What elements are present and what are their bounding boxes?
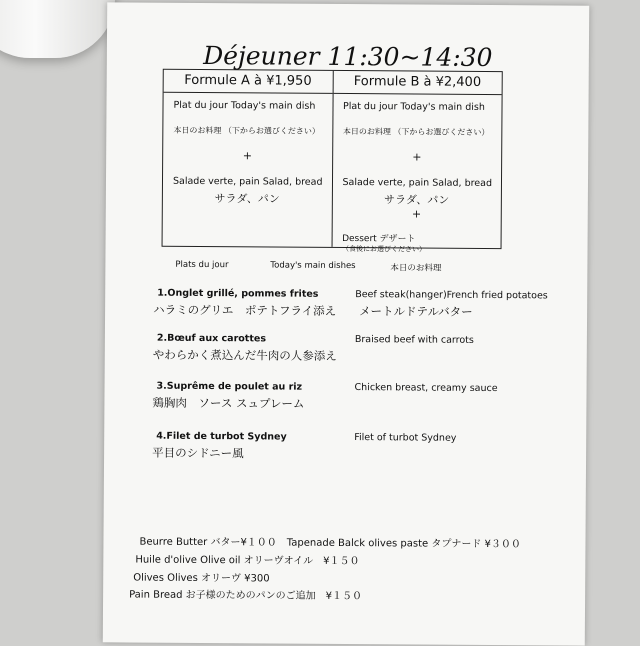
dishes-header-fr: Plats du jour — [175, 259, 229, 271]
formule-a-header: Formule A à ¥1,950 — [164, 70, 333, 94]
formule-b-salade-ja: サラダ、パン — [383, 193, 450, 207]
formule-b-plus-dessert: + — [411, 207, 422, 221]
dish-4-fr: 4.Filet de turbot Sydney — [156, 430, 287, 443]
formule-b-plat-ja: 本日のお料理 （下からお選びください） — [342, 126, 490, 137]
dish-2-en: Braised beef with carrots — [354, 334, 474, 346]
dish-2-fr: 2.Bœuf aux carottes — [156, 332, 267, 345]
formule-b-salade: Salade verte, pain Salad, bread — [342, 176, 493, 190]
dish-1-en: Beef steak(hanger)French fried potatoes — [355, 289, 548, 302]
dish-3-ja: 鶏胸肉 ソース スュプレーム — [152, 395, 305, 411]
dish-1-en-ja: メートルドテルバター — [359, 304, 473, 319]
dish-3-en: Chicken breast, creamy sauce — [354, 382, 498, 395]
dish-2 — [105, 332, 587, 363]
dish-2-ja: やわらかく煮込んだ牛肉の人参添え — [152, 347, 337, 363]
formule-b-dessert: Dessert デザート — [342, 233, 416, 245]
dish-1-ja: ハラミのグリエ ポテトフライ添え — [153, 302, 337, 318]
formula-table — [162, 69, 503, 254]
dish-3-fr: 3.Suprême de poulet au riz — [156, 380, 303, 393]
dishes-header — [105, 259, 587, 274]
dish-4-en: Filet of turbot Sydney — [354, 432, 457, 444]
formule-a-plus: + — [242, 149, 253, 163]
dishes-header-en: Today's main dishes — [270, 260, 356, 272]
dish-1 — [105, 287, 587, 319]
dishes-header-ja: 本日のお料理 — [390, 263, 442, 274]
extra-olive-oil: Huile d'olive Olive oil オリーヴオイル ¥１５０ — [135, 554, 360, 568]
extra-olives: Olives Olives オリーヴ ¥300 — [133, 572, 270, 585]
formule-b-header: Formule B à ¥2,400 — [333, 71, 502, 95]
menu-sheet — [103, 2, 589, 645]
formule-a — [163, 70, 333, 247]
formule-b-plat: Plat du jour Today's main dish — [342, 100, 485, 113]
formule-a-plat: Plat du jour Today's main dish — [173, 99, 316, 112]
formule-a-salade: Salade verte, pain Salad, bread — [172, 175, 323, 188]
formule-a-salade-ja: サラダ、パン — [214, 192, 280, 206]
formule-b-dessert-line — [332, 231, 501, 255]
formule-b-dessert-note: （食後にお選びください） — [341, 244, 427, 254]
dish-4 — [104, 430, 586, 461]
formule-a-plat-ja: 本日のお料理 （下からお選びください） — [173, 125, 320, 136]
formule-b-plus: + — [412, 150, 422, 164]
dish-3 — [105, 380, 587, 411]
extra-bread: Pain Bread お子様のためのパンのご追加 ¥１５０ — [129, 589, 363, 603]
dish-1-fr: 1.Onglet grillé, pommes frites — [157, 287, 319, 300]
menu-title: Déjeuner 11:30~14:30 — [203, 40, 493, 73]
extra-butter-tapenade: Beurre Butter バター¥１００ Tapenade Balck olives paste タプナード ¥３００ — [139, 536, 521, 551]
formule-b — [331, 71, 502, 254]
dish-4-ja: 平目のシドニー風 — [152, 445, 244, 461]
ramekin-bowl — [0, 0, 115, 58]
